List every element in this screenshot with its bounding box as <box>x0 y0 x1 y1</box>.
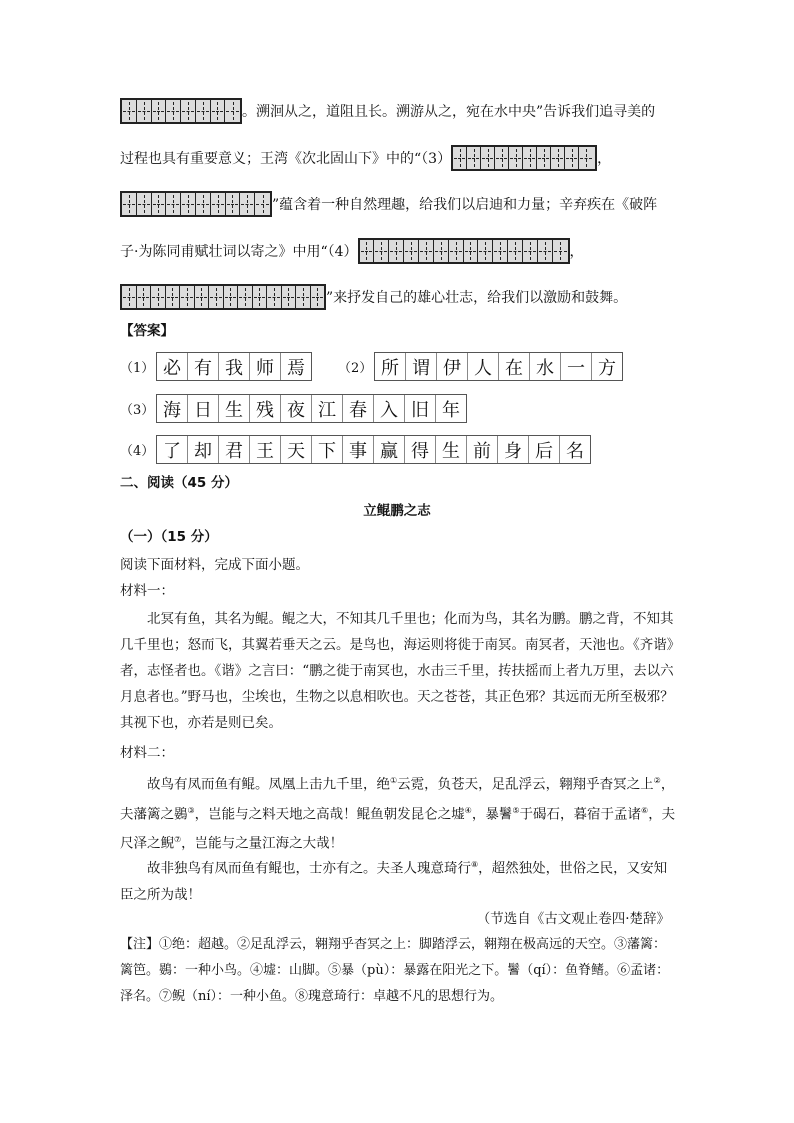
answer-char: 天 <box>281 436 312 463</box>
answer-3-cells <box>156 394 467 423</box>
answer-row-1-2 <box>120 352 623 381</box>
m2-seg: 云霓，负苍天，足乱浮云，翱翔乎杳冥之上 <box>397 776 654 793</box>
line4-text-b: ， <box>569 244 584 260</box>
answer-2-number: （2） <box>338 361 373 376</box>
answer-char: 所 <box>375 353 406 380</box>
footnote-ref: ⑤ <box>512 805 520 815</box>
blank-grid-4a[interactable] <box>358 238 570 264</box>
answer-char: 旧 <box>405 395 436 422</box>
answer-row-4 <box>120 435 591 464</box>
answer-char: 前 <box>467 436 498 463</box>
answer-char: 事 <box>343 436 374 463</box>
answer-1-cells <box>156 352 312 381</box>
footnote-ref: ② <box>653 776 661 785</box>
instruction: 阅读下面材料，完成下面小题。 <box>120 557 309 573</box>
answer-2-cells <box>374 352 623 381</box>
m2-seg: ，夫尺泽之鲵 <box>120 806 676 852</box>
answer-char: 赢 <box>374 436 405 463</box>
answer-char: 方 <box>592 353 622 380</box>
answer-char: 生 <box>219 395 250 422</box>
answer-char: 下 <box>312 436 343 463</box>
answer-char: 日 <box>188 395 219 422</box>
fill-line-4 <box>120 238 584 264</box>
blank-grid-4b[interactable] <box>120 284 326 310</box>
answer-char: 却 <box>188 436 219 463</box>
answer-char: 谓 <box>406 353 437 380</box>
footnote-ref: ⑧ <box>471 860 479 869</box>
answer-char: 君 <box>219 436 250 463</box>
answer-char: 名 <box>560 436 590 463</box>
fill-line-5 <box>120 284 627 310</box>
answer-char: 必 <box>157 353 188 380</box>
answer-row-3 <box>120 394 467 423</box>
m2-seg: ，岂能与之料天地之高哉！鲲鱼朝发昆仑之墟 <box>194 806 465 822</box>
answer-char: 残 <box>250 395 281 422</box>
material1-label: 材料一： <box>120 583 174 599</box>
answer-char: 师 <box>250 353 281 380</box>
answer-char: 了 <box>157 436 188 463</box>
footnote-ref: ③ <box>187 805 195 815</box>
material2-label: 材料二： <box>120 745 174 761</box>
m2-seg: ，岂能与之量江海之大哉！ <box>181 835 344 852</box>
blank-grid-3b[interactable] <box>120 191 272 217</box>
footnote-ref: ① <box>390 776 398 785</box>
material1-text: 北冥有鱼，其名为鲲。鲲之大，不知其几千里也；化而为鸟，其名为鹏。鹏之背，不知其几千里也；怒而飞，其翼若垂天之云。是鸟也，海运则将徙于南冥。南冥者，天池也。《齐谐》者，志怪者也。《谐》之言曰：“鹏之徙于南冥也，水击三千里，抟扶摇而上者九万里，去以六月息者也。”野马也，尘埃也，生物之以息相吹也。天之苍苍，其正色邪？其远而无所至极邪？其视下也，亦若是则已矣。 <box>120 611 674 731</box>
line3-text: ”蕴含着一种自然理趣，给我们以启迪和力量；辛弃疾在《破阵 <box>272 197 658 213</box>
blank-grid-3a[interactable] <box>451 145 597 171</box>
answer-char: 一 <box>561 353 592 380</box>
answer-char: 人 <box>468 353 499 380</box>
answer-char: 江 <box>312 395 343 422</box>
line4-text-a: 子·为陈同甫赋壮词以寄之》中用“（4） <box>120 244 358 260</box>
footnote-ref: ④ <box>464 805 472 815</box>
reading-title: 立鲲鹏之志 <box>363 503 431 519</box>
material2-paragraph-1 <box>120 768 676 857</box>
answer-char: 王 <box>250 436 281 463</box>
answer-char: 身 <box>498 436 529 463</box>
answer-char: 伊 <box>437 353 468 380</box>
answer-3-number: （3） <box>120 403 155 418</box>
m2-seg: 故鸟有凤而鱼有鲲。凤凰上击九千里，绝 <box>147 776 390 793</box>
section-title: 二、阅读（45 分） <box>120 475 238 491</box>
footnote-ref: ⑦ <box>174 835 182 844</box>
fill-line-1 <box>120 98 655 124</box>
m2-seg: 故非独鸟有凤而鱼有鲲也，士亦有之。夫圣人瑰意琦行 <box>147 860 471 877</box>
blank-grid-2a[interactable] <box>120 98 242 124</box>
answer-char: 有 <box>188 353 219 380</box>
line2-text-a: 过程也具有重要意义；王湾《次北固山下》中的“（3） <box>120 151 452 167</box>
answer-char: 海 <box>157 395 188 422</box>
answer-char: 春 <box>343 395 374 422</box>
line5-text: ”来抒发自己的雄心壮志，给我们以激励和鼓舞。 <box>326 290 628 306</box>
fill-line-2 <box>120 145 611 171</box>
answer-char: 得 <box>405 436 436 463</box>
m2-seg: ，暴鬐 <box>471 806 513 822</box>
answer-char: 夜 <box>281 395 312 422</box>
source-citation: （节选自《古文观止卷四·楚辞》 <box>476 911 670 927</box>
line1-text: 。溯洄从之，道阻且长。溯游从之，宛在水中央”告诉我们追寻美的 <box>242 104 656 120</box>
answer-4-cells <box>156 435 591 464</box>
answer-heading: 【答案】 <box>120 323 174 339</box>
m2-seg: ，超然独处，世俗之民，又安知臣之所为哉！ <box>120 860 668 903</box>
m2-seg: ，夫藩篱之鷃 <box>120 776 675 822</box>
answer-char: 焉 <box>281 353 311 380</box>
part-label: （一）（15 分） <box>120 529 218 545</box>
answer-char: 入 <box>374 395 405 422</box>
answer-char: 我 <box>219 353 250 380</box>
line2-text-b: ， <box>597 151 612 167</box>
answer-char: 后 <box>529 436 560 463</box>
answer-char: 在 <box>499 353 530 380</box>
footnote-ref: ⑥ <box>641 805 649 815</box>
answer-char: 水 <box>530 353 561 380</box>
material2-paragraph-2 <box>120 852 676 908</box>
m2-seg: 于碣石，暮宿于孟诸 <box>519 806 642 822</box>
answer-4-number: （4） <box>120 444 155 459</box>
answer-1-number: （1） <box>120 361 155 376</box>
fill-line-3 <box>120 191 657 217</box>
footnote-notes: 【注】①绝：超越。②足乱浮云，翱翔乎杳冥之上：脚踏浮云，翱翔在极高远的天空。③藩篱：篱笆。鷃：一种小鸟。④墟：山脚。⑤暴（pù）：暴露在阳光之下。鬐（qí）：鱼脊鳍。⑥孟诸：泽名。⑦鲵（ní）：一种小鱼。⑧瑰意琦行：卓越不凡的思想行为。 <box>120 937 670 1004</box>
answer-char: 年 <box>436 395 466 422</box>
answer-char: 生 <box>436 436 467 463</box>
